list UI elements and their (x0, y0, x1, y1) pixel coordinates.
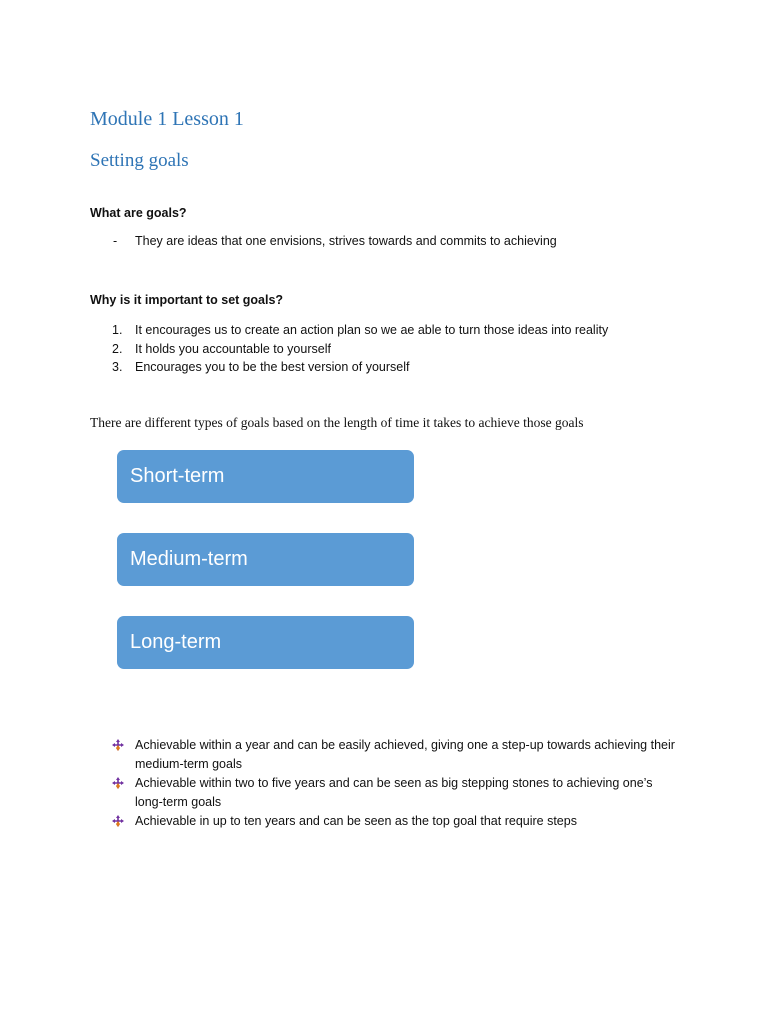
list-item (90, 321, 608, 340)
list-number: 2. (112, 341, 123, 356)
list-item (90, 340, 608, 359)
list-item-text: It holds you accountable to yourself (135, 341, 331, 356)
list-item (90, 234, 557, 252)
list-item-text: They are ideas that one envisions, strives towards and commits to achieving (135, 234, 557, 248)
reasons-list (90, 321, 608, 377)
module-title: Module 1 Lesson 1 (90, 108, 244, 130)
list-item-text: Encourages you to be the best version of yourself (135, 360, 410, 374)
list-item (90, 774, 680, 811)
four-way-arrow-icon (112, 739, 124, 751)
four-way-arrow-icon (112, 815, 124, 827)
list-number: 1. (112, 323, 123, 337)
goal-descriptions-list (90, 736, 680, 832)
list-item-text: It encourages us to create an action plan so we ae able to turn those ideas into reality (135, 323, 609, 337)
short-term-box: Short-term (117, 450, 414, 503)
lesson-title: Setting goals (90, 150, 189, 171)
what-are-goals-heading: What are goals? (90, 206, 187, 220)
long-term-box: Long-term (117, 616, 414, 669)
goal-types-intro: There are different types of goals based on the length of time it takes to achieve those goals (90, 415, 584, 430)
list-item (90, 358, 608, 377)
medium-term-box: Medium-term (117, 533, 414, 586)
dash-marker: - (113, 234, 118, 248)
list-item (90, 736, 680, 773)
list-number: 3. (112, 360, 123, 374)
why-set-goals-heading: Why is it important to set goals? (90, 293, 284, 307)
definition-list (90, 234, 557, 252)
four-way-arrow-icon (112, 777, 124, 789)
list-item-text: Achievable in up to ten years and can be seen as the top goal that require steps (135, 814, 577, 828)
list-item (90, 812, 680, 831)
list-item-text: Achievable within two to five years and can be seen as big stepping stones to achieving one’s long-term goals (135, 776, 653, 809)
list-item-text: Achievable within a year and can be easily achieved, giving one a step-up towards achieving their medium-term goals (135, 738, 675, 771)
